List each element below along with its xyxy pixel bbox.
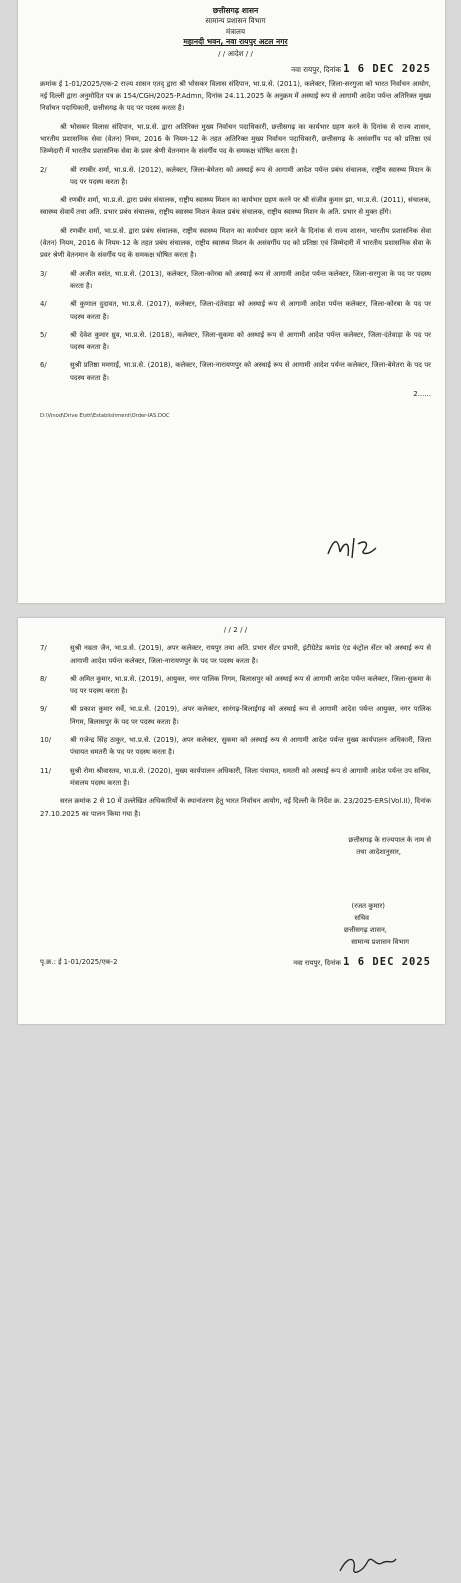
governor-order-line (40, 834, 431, 858)
order-items-page-1 (40, 158, 431, 384)
order-item (40, 164, 431, 189)
order-item-number: 9/ (40, 705, 47, 714)
order-item (40, 734, 431, 759)
order-item-text: श्री प्रकाश कुमार सर्वे, भा.प्र.से. (2019), अपर कलेक्टर, सारंगढ़-बिलाईगढ़ को अस्थाई रूप से आगामी आदेश पर्यन्त आयुक्त, नगर पालिक निगम, बिलासपुर के पद पर पदस्थ करता है। (70, 705, 431, 726)
order-item (40, 268, 431, 293)
document-page-1 (18, 0, 445, 603)
endorsement-line (40, 956, 431, 969)
order-item (40, 642, 431, 667)
letterhead-govt: छत्तीसगढ़ शासन (212, 6, 259, 15)
dateline-place: नवा रायपुर, दिनांक (291, 64, 341, 74)
closing-paragraph: सरल क्रमांक 2 से 10 में उल्लेखित अधिकारियों के स्थानांतरण हेतु भारत निर्वाचन आयोग, नई दिल्ली के निर्देश क्र. 23/2025-ERS(Vol.II), दिनांक 27.10.2025 का पालन किया गया है। (40, 797, 431, 818)
order-item-number: 10/ (40, 736, 52, 745)
governor-line-1: छत्तीसगढ़ के राज्यपाल के नाम से (348, 835, 431, 844)
order-item-text: श्री अजीत वसंत, भा.प्र.से. (2013), कलेक्टर, जिला-कोरबा को अस्थाई रूप से आगामी आदेश पर्यन्त कलेक्टर, जिला-सरगुजा के पद पर पदस्थ करता है। (70, 269, 431, 290)
order-item-number: 3/ (40, 269, 47, 278)
secretary-signature (336, 1553, 400, 1583)
document-page-2 (18, 618, 445, 1024)
order-item-number: 2/ (40, 165, 47, 174)
order-item-text: श्री देवेश कुमार ध्रुव, भा.प्र.से. (2018), कलेक्टर, जिला-सुकमा को अस्थाई रूप से आगामी आदेश पर्यन्त कलेक्टर, जिला-दंतेवाड़ा के पद पर पदस्थ करता है। (70, 330, 431, 352)
order-item (40, 194, 431, 219)
signatory-block (40, 900, 431, 948)
order-number: क्रमांक ई 1-01/2025/एक-2 (40, 79, 119, 88)
order-items-page-2 (40, 636, 431, 789)
order-item (40, 359, 431, 384)
order-item-number: 7/ (40, 644, 47, 653)
initials-signature-icon (324, 534, 384, 562)
order-item-text: सुश्री रोमा श्रीवास्तव, भा.प्र.से. (2020), मुख्य कार्यपालन अधिकारी, जिला पंचायत, धमतरी को अस्थाई रूप से आगामी आदेश पर्यन्त उप सचिव, मंत्रालय पदस्थ करता है। (70, 766, 431, 787)
order-item-text: श्री अमित कुमार, भा.प्र.से. (2019), आयुक्त, नगर पालिक निगम, बिलासपुर को अस्थाई रूप से आगामी आदेश पर्यन्त कलेक्टर, जिला-सुकमा के पद पर पदस्थ करता है। (70, 674, 431, 696)
order-item-number: 5/ (40, 330, 47, 339)
order-item-number: 11/ (40, 766, 52, 775)
order-item-text: श्री गजेन्द्र सिंह ठाकुर, भा.प्र.से. (2019), अपर कलेक्टर, सुकमा को अस्थाई रूप से आगामी आदेश पर्यन्त मुख्य कार्यपालन अधिकारी, जिला पंचायत धमतरी के पद पर पदस्थ करता है। (70, 736, 431, 757)
order-intro-text-2: श्री भोसकर विलास संदिपान, भा.प्र.से. द्वारा अतिरिक्त मुख्य निर्वाचन पदाधिकारी, छत्तीसगढ़ का कार्यभार ग्रहण करने के दिनांक से राज्य शासन, भारतीय प्रशासनिक सेवा (वेतन) नियम, 2016 के नियम-12 के तहत अतिरिक्त मुख्य निर्वाचन पदाधिकारी, छत्तीसगढ़ के असंवर्गीय पद को प्रतिष्ठा एवं जिम्मेदारी में भारतीय प्रशासनिक सेवा के प्रवर श्रेणी वेतनमान के संवर्गीय पद के समकक्ष घोषित करता है। (40, 122, 431, 156)
signatory-dept: सामान्य प्रशासन विभाग (351, 937, 409, 946)
order-item (40, 298, 431, 323)
endorsement-number: पृ.क्र.: ई 1-01/2025/एक-2 (40, 957, 118, 966)
order-title: / / आदेश / / (218, 48, 253, 58)
order-item-text: श्री रणबीर शर्मा, भा.प्र.से. द्वारा प्रबंध संचालक, राष्ट्रीय स्वास्थ्य मिशन का कार्यभार ग्रहण करने के दिनांक से राज्य शासन, भारतीय प्रशासनिक सेवा (वेतन) नियम, 2016 के नियम-12 के तहत प्रबंध संचालक, राष्ट्रीय स्वास्थ्य मिशन के असंवर्गीय पद को प्रतिष्ठा एवं जिम्मेदारी में भारतीय प्रशासनिक सेवा के प्रवर श्रेणी वेतनमान के संवर्गीय पद के समकक्ष घोषित करता है। (40, 226, 431, 260)
governor-line-2: तथा आदेशानुसार, (356, 847, 401, 856)
order-item-number: 4/ (40, 300, 47, 309)
order-item-text: सुश्री नम्रता जैन, भा.प्र.से. (2019), अपर कलेक्टर, रायपुर तथा अति. प्रभार सेंटर प्रभारी, इंटीग्रेटेड कमांड एंड कंट्रोल सेंटर को अस्थाई रूप से आगामी आदेश पर्यन्त कलेक्टर, जिला-नारायणपुर के पद पर पदस्थ करता है। (70, 644, 431, 665)
dateline (40, 63, 431, 76)
signatory-title: सचिव (354, 913, 369, 922)
secretary-signature-icon (336, 1553, 400, 1579)
order-item-text: श्री रणबीर शर्मा, भा.प्र.से. द्वारा प्रबंध संचालक, राष्ट्रीय स्वास्थ्य मिशन का कार्यभार ग्रहण करने पर श्री संजीव कुमार झा, भा.प्र.से. (2011), संचालक, स्वास्थ्य सेवायें तथा अति. प्रभार प्रबंध संचालक, राष्ट्रीय स्वास्थ्य मिशन केवल प्रबंध संचालक, राष्ट्रीय स्वास्थ्य मिशन के अति. प्रभार से मुक्त होंगे। (40, 196, 431, 217)
order-intro-text: राज्य शासन एतद् द्वारा श्री भोसकर विलास संदिपान, भा.प्र.से. (2011), कलेक्टर, जिला-सरगुजा को भारत निर्वाचन आयोग, नई दिल्ली द्वारा अनुमोदित पत्र क्र 154/CGH/2025-P.Admn, दिनांक 24.11.2025 के अनुक्रम में अस्थाई रूप से आगामी आदेश पर्यन्त अतिरिक्त मुख्य निर्वाचन पदाधिकारी, छत्तीसगढ़ के पद पर पदस्थ करता है। (40, 79, 431, 113)
order-item-text: श्री रणबीर शर्मा, भा.प्र.से. (2012), कलेक्टर, जिला-बेमेतरा को अस्थाई रूप से आगामी आदेश पर्यन्त प्रबंध संचालक, राष्ट्रीय स्वास्थ्य मिशन के पद पर पदस्थ करता है। (70, 165, 431, 186)
order-item-number: 6/ (40, 361, 47, 370)
signatory-name: (रजत कुमार) (351, 901, 385, 910)
order-item-text: श्री कुणाल दुदावत, भा.प्र.से. (2017), कलेक्टर, जिला-दंतेवाड़ा को अस्थाई रूप से आगामी आदेश पर्यन्त कलेक्टर, जिला-कोरबा के पद पर पदस्थ करता है। (70, 300, 431, 321)
file-path: D:\Vinod\Drive E\stt\Establishment\Order-IAS.DOC (40, 413, 170, 420)
letterhead-department: सामान्य प्रशासन विभाग (205, 16, 266, 25)
letterhead-ministry: मंत्रालय (225, 26, 246, 36)
order-item (40, 765, 431, 790)
page-number: / / 2 / / (223, 625, 248, 634)
order-item-text: सुश्री प्रतिष्ठा ममगाईं, भा.प्र.से. (2018), कलेक्टर, जिला-नारायणपुर को अस्थाई रूप से आगामी आदेश पर्यन्त कलेक्टर, जिला-बेमेतरा के पद पर पदस्थ करता है। (70, 361, 431, 382)
date-stamp: 1 6 DEC 2025 (343, 62, 431, 75)
order-intro (40, 78, 431, 115)
order-item (40, 329, 431, 354)
initials-signature (324, 534, 384, 566)
order-item (40, 673, 431, 698)
endorsement-place: नवा रायपुर, दिनांक (293, 958, 341, 967)
order-item (40, 225, 431, 262)
letterhead-address: महानदी भवन, नवा रायपुर अटल नगर (183, 37, 288, 46)
continue-mark: 2...... (413, 390, 431, 399)
endorsement-date-stamp: 1 6 DEC 2025 (343, 955, 431, 968)
signatory-govt: छत्तीसगढ़ शासन, (343, 925, 387, 934)
order-item-number: 8/ (40, 674, 47, 683)
order-item (40, 703, 431, 728)
